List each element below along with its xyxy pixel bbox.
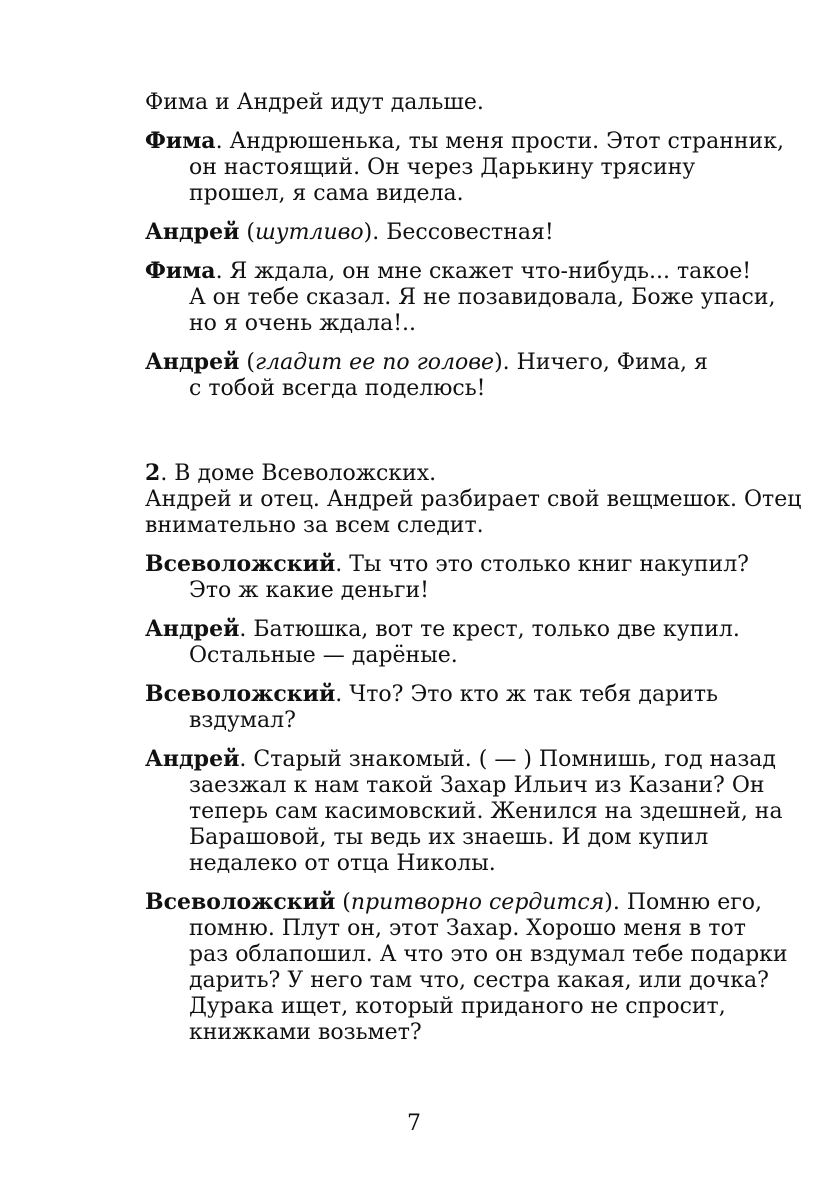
speech-text: ). Бессовестная! bbox=[363, 220, 554, 245]
page-body bbox=[145, 90, 802, 1058]
speech-first-line: Всеволожский (притворно сердится). Помню его, bbox=[145, 889, 762, 915]
speech-block bbox=[145, 889, 788, 1046]
speech-line: недалеко от отца Николы. bbox=[189, 851, 496, 876]
speech-line: теперь сам касимовский. Женился на здешней, на bbox=[189, 799, 783, 824]
speech-text: . Что? Это кто ж так тебя дарить bbox=[335, 682, 718, 707]
speaker-name: Фима bbox=[145, 258, 216, 284]
scene-direction-line: внимательно за всем следит. bbox=[145, 513, 484, 538]
speech-line: но я очень ждала!.. bbox=[189, 311, 417, 336]
stage-remark: шутливо bbox=[254, 220, 364, 245]
speech-line: Дурака ищет, который приданого не спросит, bbox=[189, 994, 726, 1019]
speech-block bbox=[145, 349, 745, 402]
speech-block bbox=[145, 551, 749, 604]
speaker-name: Андрей bbox=[145, 616, 240, 642]
speech-line: он настоящий. Он через Дарькину трясину bbox=[189, 155, 696, 180]
speech-line: книжками возьмет? bbox=[189, 1020, 422, 1045]
stage-remark: гладит ее по голове bbox=[254, 350, 495, 375]
speech-text: ). Помню его, bbox=[604, 890, 762, 915]
speaker-name: Фима bbox=[145, 128, 216, 154]
speech-first-line bbox=[145, 258, 752, 285]
speech-text: . Я ждала, он мне скажет что-нибудь... такое! bbox=[215, 259, 752, 284]
speech-line: А он тебе сказал. Я не позавидовала, Боже упаси, bbox=[189, 285, 776, 310]
scene-heading bbox=[145, 460, 745, 487]
speech-line: с тобой всегда поделюсь! bbox=[189, 376, 486, 401]
speech-block bbox=[145, 681, 745, 734]
speaker-name: Андрей bbox=[145, 349, 240, 375]
speech-text: . Ты что это столько книг накупил? bbox=[335, 552, 749, 577]
speech-text: . Батюшка, вот те крест, только две купил. bbox=[239, 617, 740, 642]
speech-first-line bbox=[145, 616, 745, 643]
speech-text: . Андрюшенька, ты меня прости. Этот странник, bbox=[215, 129, 784, 154]
speech-line: помню. Плут он, этот Захар. Хорошо меня в тот bbox=[189, 916, 746, 941]
speech-line: Остальные — дарёные. bbox=[189, 643, 458, 668]
scene-heading-text: . В доме Всеволожских. bbox=[160, 461, 437, 486]
speech-line: вздумал? bbox=[189, 708, 296, 733]
speech-line: прошел, я сама видела. bbox=[189, 181, 464, 206]
scene-block bbox=[145, 460, 802, 539]
speech-line: раз облапошил. А что это он вздумал тебе подарки bbox=[189, 942, 788, 967]
speech-text: ). Ничего, Фима, я bbox=[494, 350, 708, 375]
speech-text: . Старый знакомый. ( — ) Помнишь, год назад bbox=[239, 747, 776, 772]
speech-first-line: Андрей (шутливо). Бессовестная! bbox=[145, 219, 554, 245]
speech-block bbox=[145, 746, 783, 877]
speech-first-line: Андрей (гладит ее по голове). Ничего, Фима, я bbox=[145, 349, 708, 375]
page-number: 7 bbox=[407, 1111, 421, 1136]
speaker-name: Андрей bbox=[145, 746, 240, 772]
speech-line: дарить? У него там что, сестра какая, или дочка? bbox=[189, 968, 769, 993]
speaker-name: Всеволожский bbox=[145, 551, 336, 577]
speech-first-line bbox=[145, 681, 745, 708]
speech-line: Это ж какие деньги! bbox=[189, 578, 430, 603]
speech-first-line bbox=[145, 551, 749, 578]
speaker-name: Андрей bbox=[145, 219, 240, 245]
stage-direction: Фима и Андрей идут дальше. bbox=[145, 90, 484, 115]
speech-first-line bbox=[145, 128, 784, 155]
speaker-name: Всеволожский bbox=[145, 681, 336, 707]
speech-first-line bbox=[145, 746, 776, 773]
scene-direction-line: Андрей и отец. Андрей разбирает свой вещмешок. Отец bbox=[145, 487, 802, 512]
speaker-name: Всеволожский bbox=[145, 889, 336, 915]
speech-block bbox=[145, 258, 776, 337]
scene-gap bbox=[145, 414, 745, 460]
stage-remark: притворно сердится bbox=[350, 890, 605, 915]
speech-block bbox=[145, 128, 784, 207]
speech-line: Барашовой, ты ведь их знаешь. И дом купил bbox=[189, 825, 709, 850]
scene-number: 2 bbox=[145, 460, 161, 486]
speech-line: заезжал к нам такой Захар Ильич из Казани? Он bbox=[189, 773, 765, 798]
speech-block bbox=[145, 616, 745, 669]
speech-block bbox=[145, 219, 745, 246]
